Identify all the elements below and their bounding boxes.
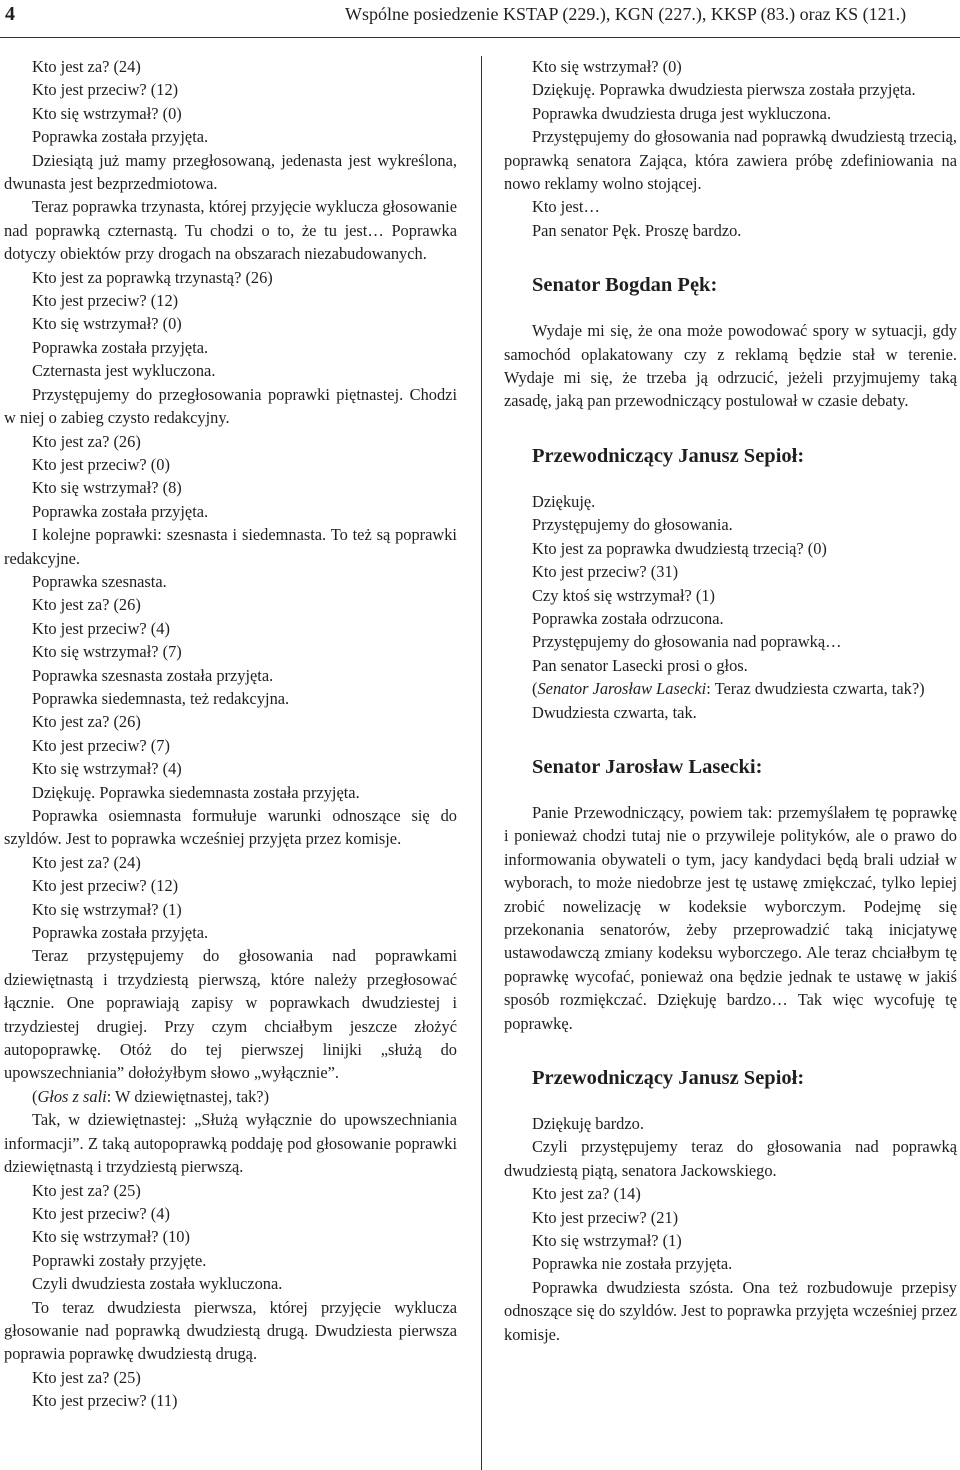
transcript-paragraph: Poprawka siedemnasta, też redakcyjna. [32,688,290,708]
transcript-paragraph: Poprawka osiemnasta formułuje warunki odnoszące się do szyldów. Jest to poprawka wcześniej przyjęta przez komisje. [4,806,457,849]
transcript-paragraph: Przystępujemy do głosowania. [532,515,733,535]
interjection-text: ( [32,1086,38,1106]
transcript-paragraph: Kto jest za? (24) [32,852,141,872]
transcript-paragraph: Poprawka dwudziesta druga jest wykluczona. [532,103,832,123]
transcript-paragraph: Kto jest za poprawka dwudziestą trzecią? (0) [532,538,827,558]
interjection-speaker: Senator Jarosław Lasecki [537,679,707,699]
transcript-paragraph: Kto się wstrzymał? (0) [532,57,682,76]
transcript-paragraph: Czyli dwudziesta została wykluczona. [32,1274,283,1294]
transcript-paragraph: Przystępujemy do głosowania nad poprawką… [532,632,842,652]
transcript-paragraph: Dziękuję. Poprawka siedemnasta została przyjęta. [32,782,360,802]
transcript-paragraph: Czternasta jest wykluczona. [32,361,216,381]
column-divider [481,56,482,1470]
transcript-paragraph: Kto się wstrzymał? (8) [32,478,182,498]
transcript-paragraph: Kto jest przeciw? (4) [32,1203,170,1223]
transcript-paragraph: Dziękuję bardzo. [532,1114,644,1133]
speaker-heading: Senator Bogdan Pęk: [532,274,718,297]
transcript-paragraph: Poprawka nie została przyjęta. [532,1254,733,1274]
transcript-paragraph: Kto jest za? (26) [32,431,141,451]
transcript-paragraph: Kto się wstrzymał? (1) [532,1231,682,1251]
transcript-paragraph: Poprawka została odrzucona. [532,608,724,628]
transcript-paragraph: I kolejne poprawki: szesnasta i siedemnasta. To też są poprawki redakcyjne. [4,525,457,568]
transcript-paragraph: Kto się wstrzymał? (0) [32,103,182,123]
transcript-paragraph: Pan senator Lasecki prosi o głos. [532,655,748,675]
interjection-text: : W dziewiętnastej, tak?) [106,1086,270,1106]
interjection-text: : Teraz dwudziesta czwarta, tak?) [706,679,925,699]
transcript-paragraph: Kto jest przeciw? (12) [32,876,179,896]
transcript-paragraph: Kto się wstrzymał? (10) [32,1227,190,1247]
transcript-paragraph: Kto jest przeciw? (11) [32,1391,178,1411]
transcript-paragraph: Kto się wstrzymał? (1) [32,899,182,919]
transcript-paragraph [4,1085,457,1108]
transcript-paragraph: Kto jest przeciw? (12) [32,291,179,311]
page-header-title: Wspólne posiedzenie KSTAP (229.), KGN (227.), KKSP (83.) oraz KS (121.) [345,4,907,24]
transcript-paragraph: Przystępujemy do przegłosowania poprawki piętnastej. Chodzi w niej o zabieg czysto redakcyjny. [4,384,457,428]
transcript-paragraph: Kto jest przeciw? (12) [32,80,179,100]
page-number: 4 [5,3,15,25]
transcript-paragraph: Kto jest przeciw? (21) [532,1207,679,1227]
transcript-paragraph: Przystępujemy do głosowania nad poprawką dwudziestą trzecią, poprawką senatora Zająca, która zawiera próbę zdefiniowania na nowo reklamy wolno stojącej. [504,127,957,194]
interjection-speaker: Głos z sali [37,1086,107,1106]
transcript-paragraph: Kto jest za? (25) [32,1180,141,1200]
interjection-text: ( [532,679,538,699]
transcript-paragraph: Kto jest za? (14) [532,1184,641,1204]
transcript-paragraph: Czyli przystępujemy teraz do głosowania nad poprawką dwudziestą piątą, senatora Jackowskiego. [504,1137,957,1180]
transcript-paragraph: Poprawka została przyjęta. [32,501,209,521]
transcript-paragraph: Teraz przystępujemy do głosowania nad poprawkami dziewiętnastą i trzydziestą pierwszą, które należy przegłosować łącznie. One poprawiają zapisy w poprawkach dwudziestej i trzydziestej drugiej. Przy czym chciałbym jeszcze złożyć autopoprawkę. Otóż do tej pierwszej linijki „służą do upowszechniania” dołożyłbym słowo „wyłącznie”. [4,946,457,1083]
transcript-paragraph: Dziesiątą już mamy przegłosowaną, jedenasta jest wykreślona, dwunasta jest bezprzedmiotowa. [4,150,457,194]
transcript-paragraph: Kto się wstrzymał? (7) [32,642,182,662]
transcript-paragraph: Poprawka szesnasta została przyjęta. [32,665,274,685]
transcript-paragraph: Dziękuję. [532,491,596,511]
transcript-paragraph: Poprawka została przyjęta. [32,127,209,147]
transcript-paragraph: Panie Przewodniczący, powiem tak: przemyślałem tę poprawkę i ponieważ chodzi tutaj nie o przywileje polityków, ale o prawo do informowania obywateli o tym, jacy kandydaci będą brali udział w wyborach, to może niedobrze jest tę ustawę zmiękczać, tylko lepiej zrobić nowelizację w kodeksie wyborczym. Podejmę się przekonania senatorów, żeby przeprowadzić taką inicjatywę ustawodawczą zmiany kodeksu wyborczego. Ale teraz chciałbym tę poprawkę wycofać, ponieważ ona będzie jednak te ustawę w jakiś sposób rozmiękczać. Dziękuję bardzo… Tak więc wycofuję tę poprawkę. [504,802,957,1033]
left-column [4,55,457,1413]
transcript-paragraph: Czy ktoś się wstrzymał? (1) [532,585,715,605]
transcript-paragraph: Kto jest przeciw? (4) [32,618,170,638]
transcript-paragraph [504,677,957,700]
transcript-paragraph: To teraz dwudziesta pierwsza, której przyjęcie wyklucza głosowanie nad poprawką dwudziestą drugą. Dwudziesta pierwsza poprawia poprawkę dwudziestą drugą. [4,1297,457,1364]
transcript-paragraph: Kto jest za? (26) [32,595,141,615]
transcript-paragraph: Poprawka została przyjęta. [32,337,209,357]
transcript-paragraph: Poprawka dwudziesta szósta. Ona też rozbudowuje przepisy odnoszące się do szyldów. Jest to poprawka przyjęta wcześniej przez komisje. [504,1277,957,1344]
transcript-paragraph: Dwudziesta czwarta, tak. [532,702,697,722]
transcript-paragraph: Teraz poprawka trzynasta, której przyjęcie wyklucza głosowanie nad poprawką czternastą. Tu chodzi o to, że tu jest… Poprawka dotyczy obiektów przy drogach na obszarach niezabudowanych. [4,197,457,264]
transcript-paragraph: Kto jest przeciw? (0) [32,454,170,474]
transcript-paragraph: Kto jest za? (25) [32,1367,141,1387]
transcript-paragraph: Poprawka szesnasta. [32,571,167,591]
speaker-heading: Przewodniczący Janusz Sepioł: [532,444,805,467]
transcript-paragraph: Kto się wstrzymał? (0) [32,314,182,334]
transcript-paragraph: Kto jest… [532,197,600,217]
transcript-paragraph: Kto jest przeciw? (7) [32,735,170,755]
transcript-paragraph: Pan senator Pęk. Proszę bardzo. [532,220,742,240]
transcript-paragraph: Dziękuję. Poprawka dwudziesta pierwsza została przyjęta. [532,80,916,100]
transcript-paragraph: Kto jest przeciw? (31) [532,562,679,582]
transcript-paragraph: Kto jest za? (26) [32,712,141,732]
transcript-paragraph: Tak, w dziewiętnastej: „Służą wyłącznie do upowszechniania informacji”. Z taką autopoprawką poddaję pod głosowanie poprawki dziewiętnastą i trzydziestą pierwszą. [4,1110,457,1177]
speaker-heading: Przewodniczący Janusz Sepioł: [532,1067,805,1089]
transcript-paragraph: Wydaje mi się, że ona może powodować spory w sytuacji, gdy samochód oplakatowany czy z reklamą będzie stał w terenie. Wydaje mi się, że trzeba ją odrzucić, jeżeli przyjmujemy taką zasadę, jaką pan przewodniczący postulował w czasie debaty. [504,321,957,411]
right-column [504,55,957,1346]
header-rule [0,37,960,38]
transcript-paragraph: Kto jest za? (24) [32,57,141,76]
transcript-paragraph: Kto się wstrzymał? (4) [32,759,182,779]
transcript-paragraph: Kto jest za poprawką trzynastą? (26) [32,267,273,287]
transcript-paragraph: Poprawka została przyjęta. [32,923,209,943]
transcript-paragraph: Poprawki zostały przyjęte. [32,1250,207,1270]
speaker-heading: Senator Jarosław Lasecki: [532,755,763,778]
